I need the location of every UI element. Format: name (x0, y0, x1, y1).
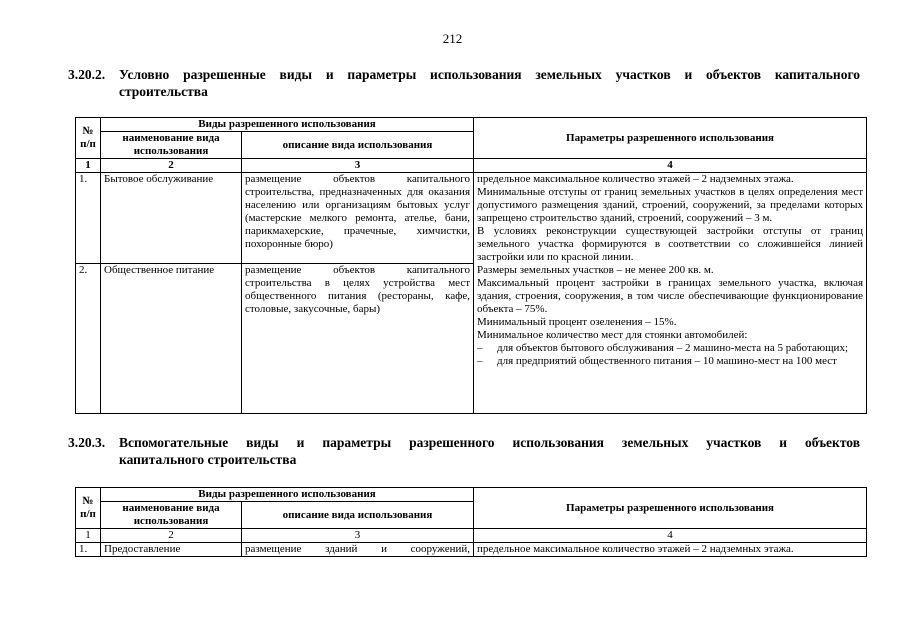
section-title-line1: Условно разрешенные виды и параметры использования земельных участков и объектов капитального (119, 67, 860, 82)
table-row (76, 543, 867, 557)
table-row (76, 173, 867, 264)
header-group-uses: Виды разрешенного использования (101, 118, 474, 132)
column-index: 1 (76, 159, 101, 173)
parameter-text: предельное максимальное количество этажей – 2 надземных этажа. (477, 173, 794, 185)
column-index: 1 (76, 529, 101, 543)
page-number: 212 (442, 31, 463, 46)
bullet-dash: – (477, 355, 483, 367)
header-use-name: наименование вида использования (101, 132, 242, 159)
permitted-use-table-auxiliary (75, 487, 867, 557)
section-title-line2: строительства (119, 84, 208, 99)
use-description: размещение зданий и сооружений, (242, 543, 474, 557)
header-parameters: Параметры разрешенного использования (474, 488, 867, 529)
header-use-description: описание вида использования (242, 132, 474, 159)
parameter-text: Минимальное количество мест для стоянки автомобилей: (477, 329, 748, 341)
parameters-cell: предельное максимальное количество этажей – 2 надземных этажа. (474, 543, 867, 557)
header-parameters: Параметры разрешенного использования (474, 118, 867, 159)
column-index: 3 (242, 529, 474, 543)
row-number: 1. (76, 543, 101, 557)
parameter-text: Размеры земельных участков – не менее 200 кв. м. (477, 264, 714, 276)
use-description: размещение объектов капитального строительства в целях устройства мест общественного питания (рестораны, кафе, столовые, закусочные, бары) (242, 264, 474, 414)
row-number: 1. (76, 173, 101, 264)
parameter-text: Минимальный процент озеленения – 15%. (477, 316, 677, 328)
use-name: Бытовое обслуживание (101, 173, 242, 264)
parameter-text: Максимальный процент застройки в границах земельного участка, включая здания, строения, сооружения, в том числе обеспечивающие функционирование объекта – 75%. (477, 277, 864, 315)
column-index: 3 (242, 159, 474, 173)
parameters-cell (474, 173, 867, 414)
parameter-text: В условиях реконструкции существующей застройки отступы от границ земельного участка формируются в соответствии со сложившейся линией застройки или по красной линии. (477, 225, 864, 263)
bullet-dash: – (477, 342, 483, 354)
header-row-number: № п/п (76, 488, 101, 529)
bullet-text: для объектов бытового обслуживания – 2 машино-места на 5 работающих; (497, 342, 848, 354)
column-index: 2 (101, 159, 242, 173)
section-number: 3.20.3. (68, 435, 106, 450)
permitted-use-table-conditional (75, 117, 867, 414)
header-row-number: № п/п (76, 118, 101, 159)
column-index: 2 (101, 529, 242, 543)
header-group-uses: Виды разрешенного использования (101, 488, 474, 502)
use-description: размещение объектов капитального строительства, предназначенных для оказания населению или организациям бытовых услуг (мастерские мелкого ремонта, ателье, бани, парикмахерские, прачечные, химчистки, похоронные бюро) (242, 173, 474, 264)
parking-bullet (477, 342, 863, 355)
use-name: Предоставление (101, 543, 242, 557)
use-name: Общественное питание (101, 264, 242, 414)
section-title-line1: Вспомогательные виды и параметры разрешенного использования земельных участков и объектов (119, 435, 860, 450)
parameter-text: Минимальные отступы от границ земельных участков в целях определения мест допустимого размещения зданий, строений, сооружений, за пределами которых запрещено строительство зданий, строений, сооружений – 3 м. (477, 186, 864, 224)
column-index: 4 (474, 529, 867, 543)
section-heading-3-20-2 (68, 66, 860, 100)
bullet-text: для предприятий общественного питания – 10 машино-мест на 100 мест (497, 355, 837, 367)
row-number: 2. (76, 264, 101, 414)
header-use-name: наименование вида использования (101, 502, 242, 529)
column-index: 4 (474, 159, 867, 173)
parking-bullet (477, 355, 863, 368)
header-use-description: описание вида использования (242, 502, 474, 529)
section-title-line2: капитального строительства (119, 452, 297, 467)
section-heading-3-20-3 (68, 434, 860, 468)
section-number: 3.20.2. (68, 67, 106, 82)
